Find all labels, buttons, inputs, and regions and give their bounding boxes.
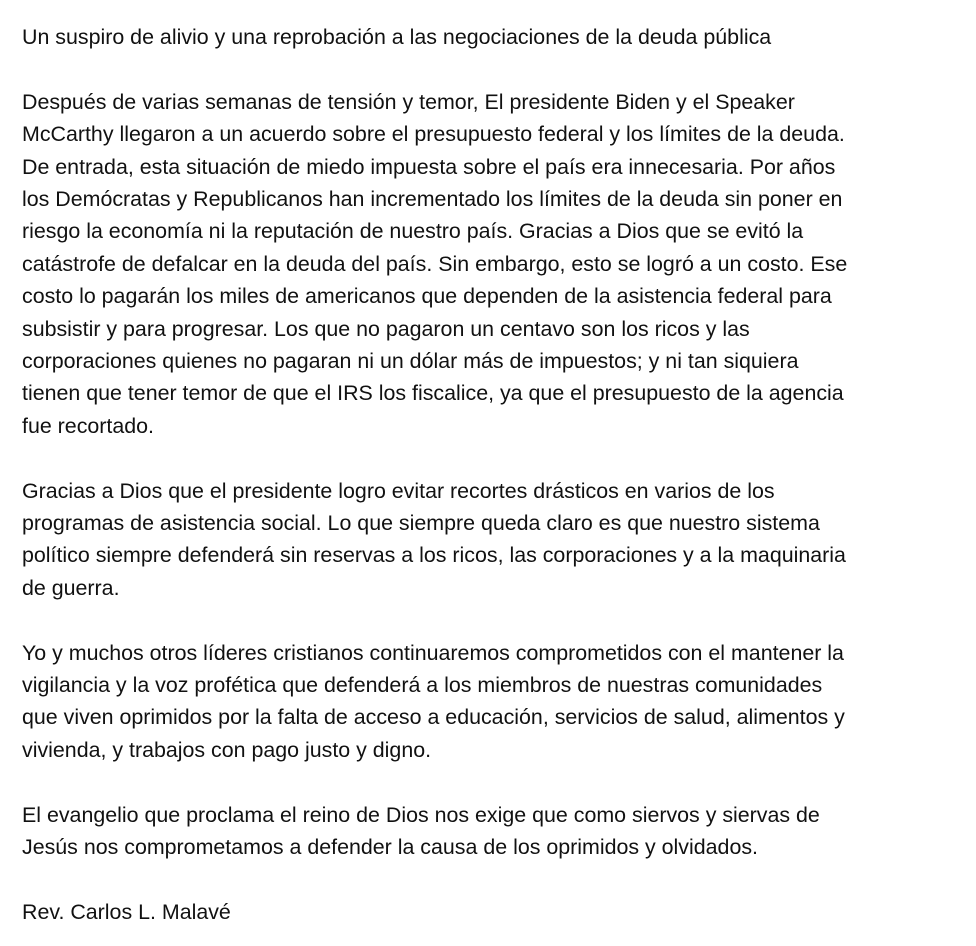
paragraph-line: Jesús nos comprometamos a defender la causa de los oprimidos y olvidados. [22,835,758,860]
paragraph-line: corporaciones quienes no pagaran ni un dólar más de impuestos; y ni tan siquiera [22,349,799,374]
paragraph-line: McCarthy llegaron a un acuerdo sobre el presupuesto federal y los límites de la deuda. [22,122,845,147]
paragraph-4 [22,799,966,864]
paragraph-line: vigilancia y la voz profética que defenderá a los miembros de nuestras comunidades [22,673,823,698]
paragraph-line: vivienda, y trabajos con pago justo y digno. [22,737,432,762]
paragraph-line: De entrada, esta situación de miedo impuesta sobre el país era innecesaria. Por años [22,154,836,179]
paragraph-line: tienen que tener temor de que el IRS los fiscalice, ya que el presupuesto de la agencia [22,381,844,406]
signature: Rev. Carlos L. Malavé [22,899,231,924]
paragraph-line: Después de varias semanas de tensión y temor, El presidente Biden y el Speaker [22,89,795,114]
paragraph-line: que viven oprimidos por la falta de acceso a educación, servicios de salud, alimentos y [22,705,845,730]
paragraph-3 [22,637,966,767]
document-title: Un suspiro de alivio y una reprobación a las negociaciones de la deuda pública [22,25,772,49]
paragraph-line: político siempre defenderá sin reservas a los ricos, las corporaciones y a la maquinaria [22,543,846,568]
paragraph-1 [22,86,966,442]
paragraph-2 [22,475,966,605]
paragraph-line: riesgo la economía ni la reputación de nuestro país. Gracias a Dios que se evitó la [22,219,804,244]
paragraph-line: catástrofe de defalcar en la deuda del país. Sin embargo, esto se logró a un costo. Ese [22,251,848,276]
paragraph-line: El evangelio que proclama el reino de Dios nos exige que como siervos y siervas de [22,802,820,827]
paragraph-line: Yo y muchos otros líderes cristianos continuaremos comprometidos con el mantener la [22,640,844,665]
paragraph-line: de guerra. [22,575,120,600]
paragraph-line: fue recortado. [22,413,154,438]
paragraph-line: programas de asistencia social. Lo que siempre queda claro es que nuestro sistema [22,511,820,536]
paragraph-line: Gracias a Dios que el presidente logro evitar recortes drásticos en varios de los [22,478,775,503]
paragraph-line: subsistir y para progresar. Los que no pagaron un centavo son los ricos y las [22,316,750,341]
paragraph-line: los Demócratas y Republicanos han incrementado los límites de la deuda sin poner en [22,187,843,212]
paragraph-line: costo lo pagarán los miles de americanos que dependen de la asistencia federal para [22,284,832,309]
